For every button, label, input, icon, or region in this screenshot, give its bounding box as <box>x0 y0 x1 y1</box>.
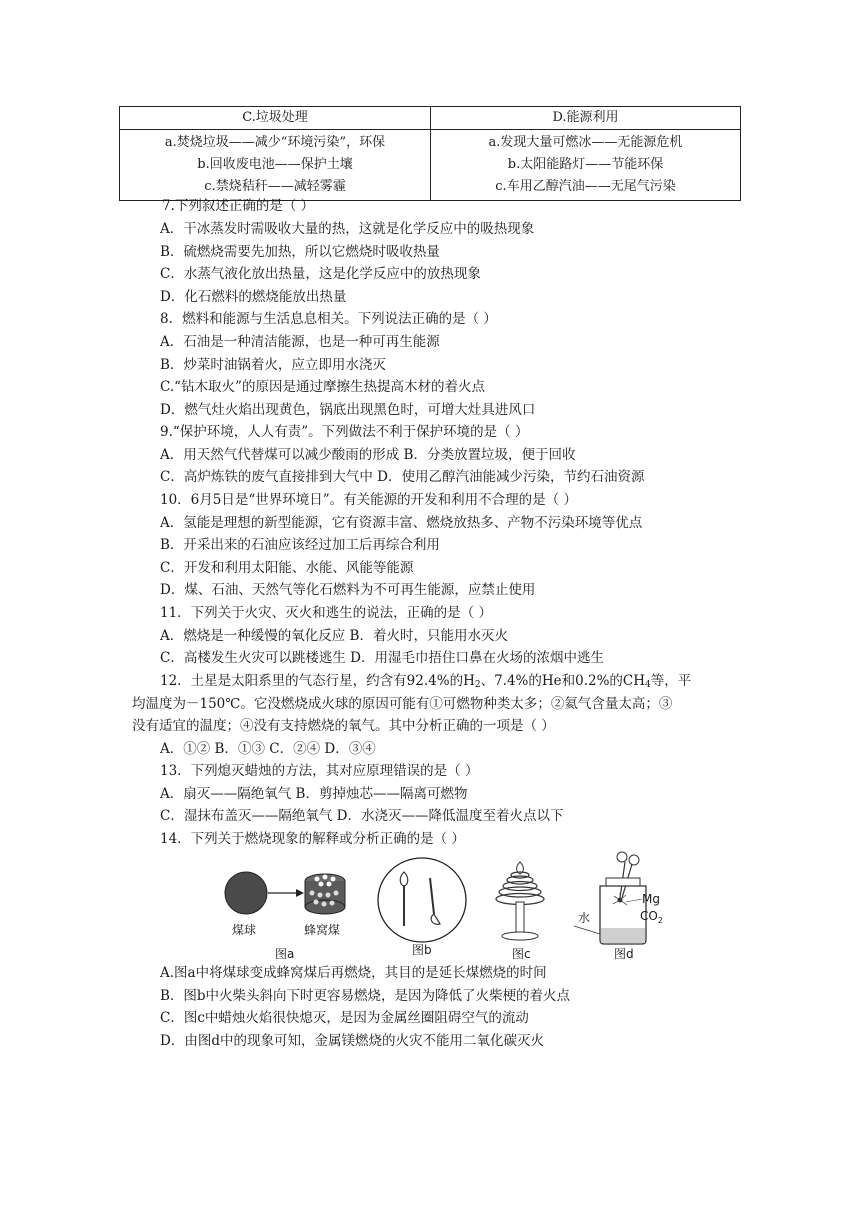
table-d-item-b: b.太阳能路灯——节能环保 <box>507 157 664 172</box>
q10-option-d: D．煤、石油、天然气等化石燃料为不可再生能源，应禁止使用 <box>160 582 536 598</box>
q13-stem: 13．下列熄灭蜡烛的方法，其对应原理错误的是（ ） <box>160 763 479 779</box>
label-fig-b: 图b <box>412 943 432 957</box>
q14-stem: 14．下列关于燃烧现象的解释或分析正确的是（ ） <box>160 831 465 847</box>
table-cell-d <box>431 130 741 201</box>
flame-icon <box>400 872 408 886</box>
q12-stem-line2: 均温度为－150℃。它没燃烧成火球的原因可能有①可燃物种类太多；②氦气含量太高；③ <box>132 696 673 712</box>
table-c-item-b: b.回收废电池——保护土壤 <box>197 157 353 172</box>
q7-option-c: C．水蒸气液化放出热量，这是化学反应中的放热现象 <box>160 266 481 282</box>
q10-option-b: B．开采出来的石油应该经过加工后再综合利用 <box>160 537 440 553</box>
q14-option-c: C．图c中蜡烛火焰很快熄灭，是因为金属丝圈阻碍空气的流动 <box>160 1010 529 1026</box>
q7-stem: 7.下列叙述正确的是（ ） <box>162 198 315 214</box>
candle-base-icon <box>502 932 538 940</box>
q9-stem: 9.“保护环境，人人有责”。下列做法不利于保护环境的是（ ） <box>160 424 529 440</box>
figure-d <box>574 852 663 961</box>
q8-stem: 8．燃料和能源与生活息息相关。下列说法正确的是（ ） <box>160 311 497 327</box>
q7-option-b: B．硫燃烧需要先加热，所以它燃烧时吸收热量 <box>160 244 440 260</box>
q12-stem-post: 等，平 <box>650 673 692 689</box>
q12-ch-sub: 4 <box>645 680 651 690</box>
figure-a <box>225 872 345 961</box>
q9-options-cd: C．高炉炼铁的废气直接排到大气中 D．使用乙醇汽油能减少污染，节约石油资源 <box>160 469 645 485</box>
q8-option-c: C.“钻木取火”的原因是通过摩擦生热提高木材的着火点 <box>160 379 485 395</box>
label-honeycomb: 蜂窝煤 <box>304 923 341 937</box>
label-fig-c: 图c <box>512 947 531 961</box>
q12-stem-line3: 没有适宜的温度；④没有支持燃烧的氧气。其中分析正确的一项是（ ） <box>132 718 555 734</box>
label-coal-ball: 煤球 <box>232 923 257 937</box>
table-d-item-c: c.车用乙醇汽油——无尾气污染 <box>495 179 676 194</box>
label-co2-main: CO <box>640 909 658 923</box>
table-c-item-a: a.焚烧垃圾——减少“环境污染”，环保 <box>164 135 386 150</box>
candle-icon <box>516 902 524 936</box>
figure-b <box>378 858 466 957</box>
q14-option-a: A.图a中将煤球变成蜂窝煤后再燃烧，其目的是延长煤燃烧的时间 <box>160 965 547 981</box>
table-cell-c <box>120 130 431 201</box>
tongs-ring-right-icon <box>629 855 639 865</box>
comparison-table <box>119 106 741 201</box>
label-water: 水 <box>578 911 591 925</box>
honeycomb-coal-icon <box>305 874 345 914</box>
magnifier-circle-icon <box>378 858 466 942</box>
table-d-item-a: a.发现大量可燃冰——无能源危机 <box>488 135 683 150</box>
flame-down-icon <box>431 914 440 924</box>
q7-option-a: A．干冰蒸发时需吸收大量的热，这就是化学反应中的吸热现象 <box>160 221 535 237</box>
label-fig-d: 图d <box>614 947 634 961</box>
q14-option-d: D．由图d中的现象可知，金属镁燃烧的火灾不能用二氧化碳灭火 <box>160 1033 544 1049</box>
q11-options-ab: A．燃烧是一种缓慢的氧化反应 B．着火时，只能用水灭火 <box>160 628 508 644</box>
q8-option-b: B．炒菜时油锅着火，应立即用水浇灭 <box>160 357 386 373</box>
q8-option-d: D．燃气灶火焰出现黄色，锅底出现黑色时，可增大灶具进风口 <box>160 402 536 418</box>
metal-coil-icon <box>496 872 544 905</box>
q7-option-d: D．化石燃料的燃烧能放出热量 <box>160 289 347 305</box>
q12-stem-pre: 12．土星是太阳系里的气态行星，约含有92.4%的H <box>160 673 475 689</box>
q10-option-c: C．开发和利用太阳能、水能、风能等能源 <box>160 560 414 576</box>
q10-stem: 10．6月5日是“世界环境日”。有关能源的开发和利用不合理的是（ ） <box>160 492 577 508</box>
q10-option-a: A．氢能是理想的新型能源，它有资源丰富、燃烧放热多、产物不污染环境等优点 <box>160 515 643 531</box>
q12-h-sub: 2 <box>474 680 481 690</box>
q11-stem: 11．下列关于火灾、灭火和逃生的说法，正确的是（ ） <box>160 605 492 621</box>
label-co2 <box>640 909 663 925</box>
water-layer-icon <box>601 928 645 943</box>
label-mg: Mg <box>642 892 660 906</box>
q9-options-ab: A．用天然气代替煤可以减少酸雨的形成 B．分类放置垃圾，便于回收 <box>160 447 576 463</box>
bottle-neck-icon <box>606 878 640 886</box>
figure-c <box>496 862 544 961</box>
q11-options-cd: C．高楼发生火灾可以跳楼逃生 D．用湿毛巾捂住口鼻在火场的浓烟中逃生 <box>160 650 604 666</box>
table-header-d: D.能源利用 <box>431 107 741 130</box>
table-c-item-c: c.禁烧秸秆——减轻雾霾 <box>204 179 346 194</box>
matchstick-tilted-icon <box>430 878 434 914</box>
tongs-ring-left-icon <box>617 852 627 862</box>
table-header-c: C.垃圾处理 <box>120 107 431 130</box>
q12-options: A．①② B．①③ C．②④ D．③④ <box>160 741 376 757</box>
q14-option-b: B．图b中火柴头斜向下时更容易燃烧，是因为降低了火柴梗的着火点 <box>160 988 571 1004</box>
q8-option-a: A．石油是一种清洁能源，也是一种可再生能源 <box>160 334 440 350</box>
q13-options-ab: A．扇灭——隔绝氧气 B．剪掉烛芯——隔离可燃物 <box>160 786 468 802</box>
combustion-figure <box>222 848 662 968</box>
label-fig-a: 图a <box>275 947 295 961</box>
label-co2-sub: 2 <box>657 916 663 925</box>
q13-options-cd: C．湿抹布盖灭——隔绝氧气 D．水浇灭——降低温度至着火点以下 <box>160 808 564 824</box>
q12-stem-mid: 、7.4%的He和0.2%的CH <box>480 673 646 689</box>
coal-ball-icon <box>225 872 267 914</box>
arrow-head-icon <box>296 889 304 897</box>
